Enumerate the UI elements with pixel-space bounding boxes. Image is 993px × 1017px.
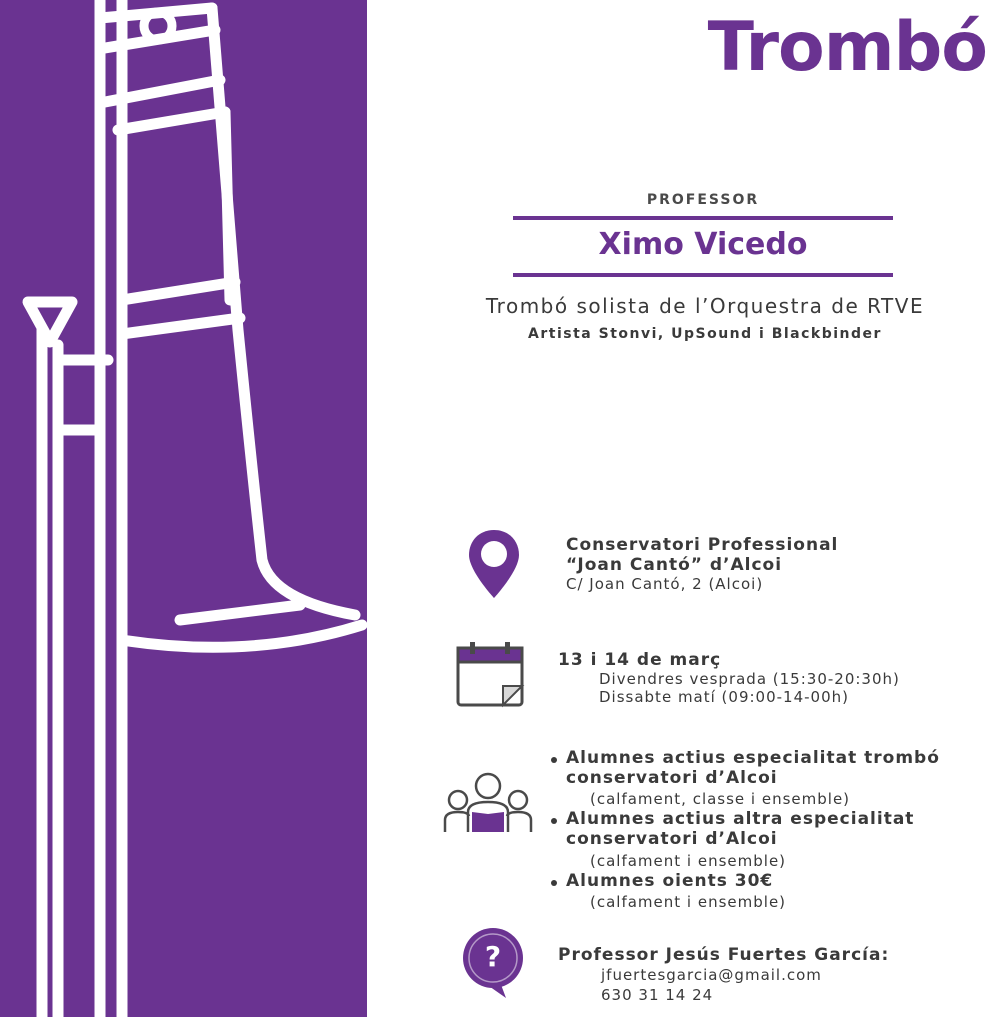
student-item-3-note: (calfament i ensemble): [590, 893, 787, 911]
dates-friday: Divendres vesprada (15:30-20:30h): [599, 670, 900, 688]
professor-role-line: Trombó solista de l’Orquestra de RTVE: [485, 294, 925, 318]
list-bullet: [551, 880, 557, 886]
student-item-3-line1: Alumnes oients 30€: [566, 871, 774, 891]
divider-bottom: [513, 273, 893, 277]
list-bullet: [551, 818, 557, 824]
student-item-2-line2: conservatori d’Alcoi: [566, 829, 778, 849]
professor-artist-line: Artista Stonvi, UpSound i Blackbinder: [528, 326, 882, 342]
contact-phone[interactable]: 630 31 14 24: [601, 986, 714, 1004]
question-mark-glyph: ?: [484, 940, 502, 973]
divider-top: [513, 216, 893, 220]
student-item-2-note: (calfament i ensemble): [590, 852, 787, 870]
trombone-illustration: [0, 0, 380, 1017]
location-address: C/ Joan Cantó, 2 (Alcoi): [566, 575, 764, 593]
question-bubble-icon: [460, 926, 526, 1000]
student-item-1-note: (calfament, classe i ensemble): [590, 790, 851, 808]
student-item-2-line1: Alumnes actius altra especialitat: [566, 809, 915, 829]
map-pin-icon: [466, 528, 522, 600]
contact-email[interactable]: jfuertesgarcia@gmail.com: [601, 966, 822, 984]
list-bullet: [551, 757, 557, 763]
location-line1: Conservatori Professional: [566, 535, 839, 555]
student-item-1-line2: conservatori d’Alcoi: [566, 768, 778, 788]
contact-heading: Professor Jesús Fuertes García:: [558, 945, 890, 965]
student-item-1-line1: Alumnes actius especialitat trombó: [566, 748, 940, 768]
band-divider: [367, 0, 377, 1017]
dates-saturday: Dissabte matí (09:00-14-00h): [599, 688, 849, 706]
location-line2: “Joan Cantó” d’Alcoi: [566, 555, 783, 575]
people-group-icon: [442, 768, 534, 834]
dates-heading: 13 i 14 de març: [558, 650, 722, 670]
professor-role-label: PROFESSOR: [646, 192, 760, 208]
page-title: Trombó: [707, 8, 987, 87]
professor-name: Ximo Vicedo: [598, 227, 808, 262]
calendar-icon: [455, 640, 525, 708]
